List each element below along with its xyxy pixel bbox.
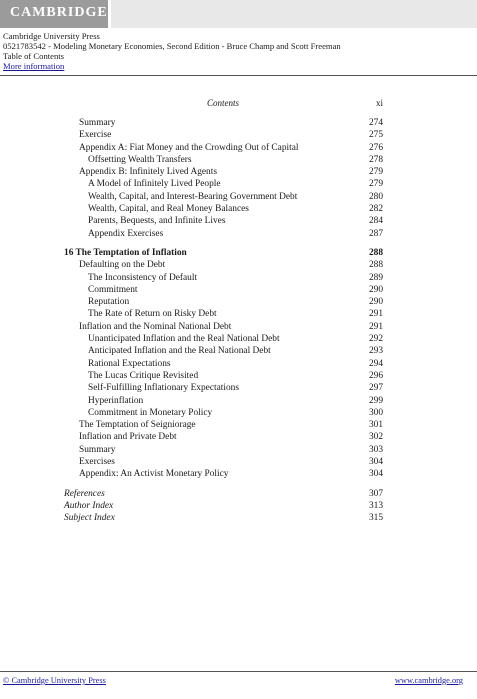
toc-entry-page: 293 bbox=[368, 346, 383, 357]
toc-entry bbox=[64, 431, 383, 443]
toc-entry bbox=[64, 215, 383, 227]
toc-entry-page: 274 bbox=[368, 118, 383, 128]
toc-entry-title: The Rate of Return on Risky Debt bbox=[88, 309, 217, 320]
toc-entry-page: 292 bbox=[368, 334, 383, 345]
running-title: Contents bbox=[207, 98, 240, 108]
toc-entry-page: 275 bbox=[368, 130, 383, 141]
toc-entry bbox=[64, 468, 383, 480]
table-of-contents bbox=[64, 117, 383, 525]
toc-entry-title: Subject Index bbox=[64, 513, 115, 524]
toc-entry-title: References bbox=[64, 488, 105, 499]
toc-entry-title: Appendix Exercises bbox=[88, 228, 164, 239]
toc-entry bbox=[64, 272, 383, 284]
toc-entry bbox=[64, 456, 383, 468]
toc-entry bbox=[64, 129, 383, 141]
toc-entry-page: 289 bbox=[368, 272, 383, 283]
page-number: xi bbox=[375, 98, 383, 108]
toc-entry bbox=[64, 228, 383, 240]
publisher-name: Cambridge University Press bbox=[3, 31, 100, 41]
toc-entry-page: 287 bbox=[368, 228, 383, 239]
toc-entry bbox=[64, 333, 383, 345]
toc-entry bbox=[64, 358, 383, 370]
toc-entry-title: Inflation and the Nominal National Debt bbox=[79, 321, 232, 332]
toc-entry-page: 299 bbox=[368, 395, 383, 406]
toc-entry-page: 288 bbox=[368, 247, 383, 258]
toc-entry-title: Self-Fulfilling Inflationary Expectations bbox=[88, 383, 240, 394]
toc-entry-title: Inflation and Private Debt bbox=[79, 432, 177, 443]
toc-entry-page: 290 bbox=[368, 297, 383, 308]
toc-entry-title: Anticipated Inflation and the Real National Debt bbox=[88, 346, 271, 357]
toc-entry bbox=[64, 345, 383, 357]
toc-entry bbox=[64, 191, 383, 203]
toc-entry bbox=[64, 321, 383, 333]
logo-bar bbox=[0, 0, 477, 28]
copyright-link[interactable]: © Cambridge University Press bbox=[3, 676, 106, 685]
toc-entry-page: 288 bbox=[368, 260, 383, 271]
toc-entry bbox=[64, 166, 383, 178]
toc-entry bbox=[64, 512, 383, 524]
logo-bar-fill bbox=[111, 0, 477, 28]
toc-entry-page: 315 bbox=[368, 513, 383, 524]
toc-entry bbox=[64, 259, 383, 271]
toc-entry-title: Exercises bbox=[79, 457, 115, 468]
toc-entry bbox=[64, 308, 383, 320]
toc-entry-title: Wealth, Capital, and Real Money Balances bbox=[88, 204, 249, 215]
toc-entry-page: 294 bbox=[368, 358, 383, 369]
website-link[interactable]: www.cambridge.org bbox=[394, 676, 463, 685]
toc-entry bbox=[64, 382, 383, 394]
toc-entry-title: Appendix: An Activist Monetary Policy bbox=[79, 469, 229, 480]
cambridge-logo[interactable] bbox=[0, 0, 108, 28]
toc-entry-page: 290 bbox=[368, 284, 383, 295]
toc-entry-title: Wealth, Capital, and Interest-Bearing Government Debt bbox=[88, 191, 298, 202]
toc-entry-title: The Inconsistency of Default bbox=[88, 272, 198, 283]
toc-entry-title: The Lucas Critique Revisited bbox=[88, 370, 199, 381]
toc-entry-page: 279 bbox=[368, 167, 383, 178]
toc-entry-page: 291 bbox=[368, 309, 383, 320]
toc-entry-page: 279 bbox=[368, 179, 383, 190]
toc-entry-page: 313 bbox=[368, 500, 383, 511]
toc-entry-title: Commitment bbox=[88, 284, 138, 295]
toc-entry bbox=[64, 154, 383, 166]
toc-entry bbox=[64, 444, 383, 456]
toc-entry-page: 296 bbox=[368, 370, 383, 381]
toc-gap bbox=[64, 481, 383, 488]
header-divider bbox=[0, 75, 477, 76]
toc-entry bbox=[64, 488, 383, 500]
toc-entry-page: 300 bbox=[368, 407, 383, 418]
toc-chapter bbox=[64, 247, 383, 259]
toc-entry bbox=[64, 395, 383, 407]
toc-entry bbox=[64, 284, 383, 296]
toc-entry-title: Rational Expectations bbox=[88, 358, 171, 369]
toc-entry-title: Parents, Bequests, and Infinite Lives bbox=[88, 216, 226, 227]
toc-entry-page: 278 bbox=[368, 154, 383, 165]
toc-entry-title: Commitment in Monetary Policy bbox=[88, 407, 213, 418]
toc-entry-title: Appendix A: Fiat Money and the Crowding Out of Capital bbox=[79, 142, 299, 153]
toc-entry-page: 304 bbox=[368, 457, 383, 468]
toc-entry-title: Summary bbox=[79, 444, 116, 455]
more-information-link[interactable]: More information bbox=[3, 61, 65, 71]
toc-entry-page: 280 bbox=[368, 191, 383, 202]
toc-entry-page: 304 bbox=[368, 469, 383, 480]
toc-entry-page: 303 bbox=[368, 444, 383, 455]
toc-entry-title: Offsetting Wealth Transfers bbox=[88, 154, 192, 165]
toc-entry bbox=[64, 178, 383, 190]
toc-entry-page: 307 bbox=[368, 488, 383, 499]
toc-entry bbox=[64, 296, 383, 308]
toc-entry bbox=[64, 419, 383, 431]
toc-entry bbox=[64, 370, 383, 382]
toc-entry bbox=[64, 142, 383, 154]
toc-entry bbox=[64, 407, 383, 419]
toc-entry-title: Exercise bbox=[79, 130, 112, 141]
toc-entry-page: 302 bbox=[368, 432, 383, 443]
toc-gap bbox=[64, 240, 383, 247]
toc-entry-page: 297 bbox=[368, 383, 383, 394]
toc-entry bbox=[64, 203, 383, 215]
toc-entry bbox=[64, 500, 383, 512]
section-label: Table of Contents bbox=[3, 51, 64, 61]
toc-entry-page: 276 bbox=[368, 142, 383, 153]
toc-entry-title: Unanticipated Inflation and the Real National Debt bbox=[88, 334, 280, 345]
footer-divider bbox=[0, 671, 477, 672]
toc-entry-page: 282 bbox=[368, 204, 383, 215]
toc-entry-title: Summary bbox=[79, 118, 116, 128]
toc-entry-page: 284 bbox=[368, 216, 383, 227]
running-head bbox=[64, 98, 383, 110]
toc-entry bbox=[64, 117, 383, 129]
logo-text: CAMBRIDGE bbox=[10, 5, 108, 20]
toc-entry-page: 301 bbox=[368, 420, 383, 431]
book-line: 0521783542 - Modeling Monetary Economies, Second Edition - Bruce Champ and Scott Freeman bbox=[3, 41, 341, 51]
toc-entry-page: 291 bbox=[368, 321, 383, 332]
toc-entry-title: Appendix B: Infinitely Lived Agents bbox=[79, 167, 218, 178]
toc-entry-title: Defaulting on the Debt bbox=[79, 260, 166, 271]
toc-entry-title: Hyperinflation bbox=[88, 395, 144, 406]
toc-entry-title: 16 The Temptation of Inflation bbox=[64, 247, 187, 258]
header-info bbox=[3, 31, 341, 71]
toc-entry-title: Reputation bbox=[88, 297, 130, 308]
toc-entry-title: The Temptation of Seigniorage bbox=[79, 420, 196, 431]
toc-entry-title: Author Index bbox=[64, 500, 114, 511]
toc-entry-title: A Model of Infinitely Lived People bbox=[88, 179, 221, 190]
